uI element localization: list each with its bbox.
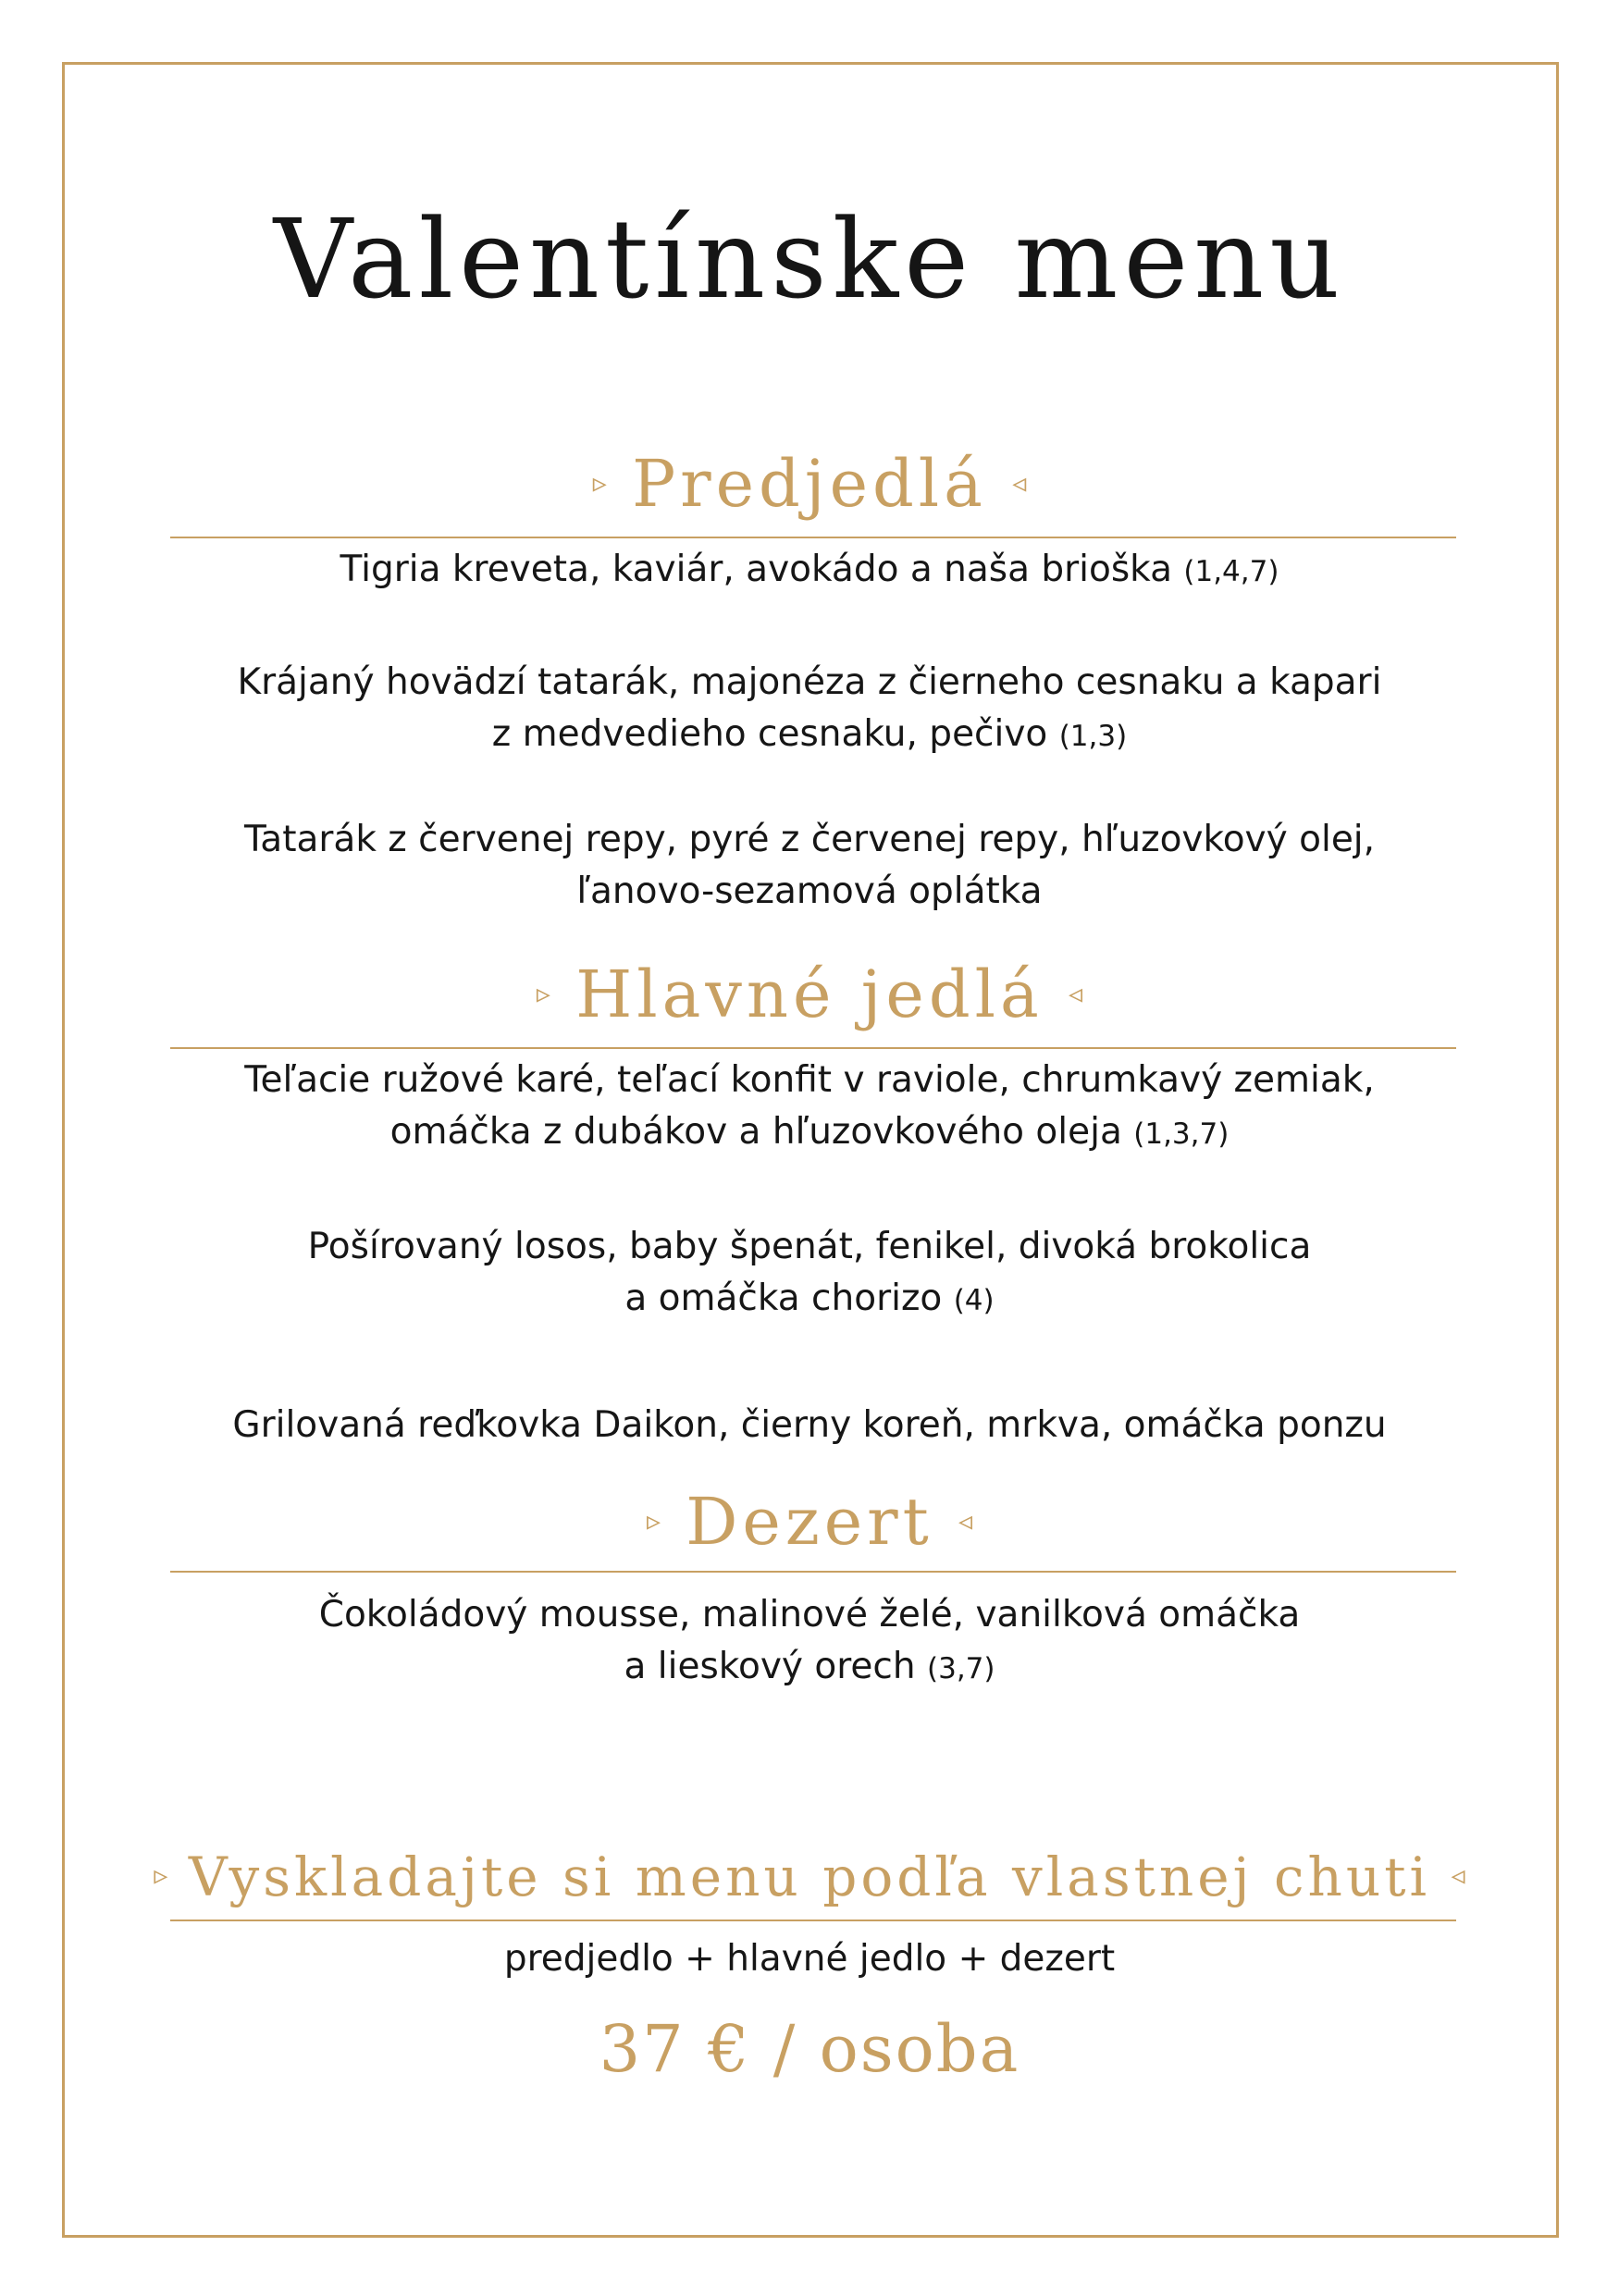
ornament-left-icon: ▹ (592, 467, 607, 500)
section-heading-label: Vyskladajte si menu podľa vlastnej chuti (188, 1845, 1431, 1908)
dish-allergens: (1,3) (1058, 720, 1128, 753)
dish-text: omáčka z dubákov a hľuzovkového oleja (389, 1111, 1122, 1153)
ornament-left-icon: ▹ (536, 978, 550, 1010)
dish-text: z medvedieho cesnaku, pečivo (491, 713, 1048, 755)
ornament-right-icon: ◃ (1012, 467, 1027, 500)
ornament-left-icon: ▹ (154, 1858, 168, 1892)
menu-title: Valentínske menu (273, 195, 1346, 323)
section-heading-label: Dezert (686, 1484, 933, 1560)
section-heading-mains (0, 953, 1619, 1036)
dish-allergens: (3,7) (927, 1652, 995, 1685)
dish-text: Pošírovaný losos, baby špenát, fenikel, divoká brokolica (307, 1226, 1312, 1267)
dish-item (130, 544, 1489, 598)
section-divider (170, 1571, 1456, 1573)
menu-combo: predjedlo + hlavné jedlo + dezert (503, 1938, 1116, 1980)
dish-item (130, 1055, 1489, 1160)
dish-text: Čokoládový mousse, malinové želé, vanilková omáčka (318, 1594, 1301, 1636)
section-heading-label: Hlavné jedlá (575, 957, 1044, 1032)
section-heading-build-your-menu (0, 1835, 1619, 1919)
section-divider (170, 1920, 1456, 1921)
section-heading-starters (0, 442, 1619, 525)
dish-text: a lieskový orech (624, 1646, 916, 1687)
section-heading-dessert (0, 1480, 1619, 1563)
dish-item (130, 657, 1489, 762)
ornament-right-icon: ◃ (1069, 978, 1083, 1010)
section-divider (170, 537, 1456, 538)
ornament-right-icon: ◃ (1451, 1858, 1465, 1892)
ornament-left-icon: ▹ (646, 1505, 661, 1537)
dish-text: Tigria kreveta, kaviár, avokádo a naša brioška (340, 549, 1172, 590)
dish-item (130, 1400, 1489, 1451)
dish-item (130, 1589, 1489, 1695)
dish-text: Krájaný hovädzí tatarák, majonéza z čierneho cesnaku a kapari (237, 661, 1382, 703)
dish-allergens: (1,4,7) (1183, 555, 1279, 588)
menu-price: 37 € / osoba (599, 2011, 1020, 2087)
dish-item (130, 1221, 1489, 1327)
dish-text: a omáčka chorizo (624, 1278, 943, 1319)
dish-text: Teľacie ružové karé, teľací konfit v raviole, chrumkavý zemiak, (244, 1059, 1375, 1101)
dish-text: Tatarák z červenej repy, pyré z červenej repy, hľuzovkový olej, (243, 819, 1376, 860)
section-divider (170, 1047, 1456, 1049)
section-heading-label: Predjedlá (632, 446, 987, 522)
dish-allergens: (4) (953, 1284, 995, 1317)
dish-text: ľanovo-sezamová oplátka (576, 870, 1043, 912)
dish-item (130, 814, 1489, 918)
dish-text: Grilovaná reďkovka Daikon, čierny koreň, mrkva, omáčka ponzu (232, 1404, 1387, 1446)
ornament-right-icon: ◃ (958, 1505, 973, 1537)
dish-allergens: (1,3,7) (1133, 1117, 1230, 1151)
